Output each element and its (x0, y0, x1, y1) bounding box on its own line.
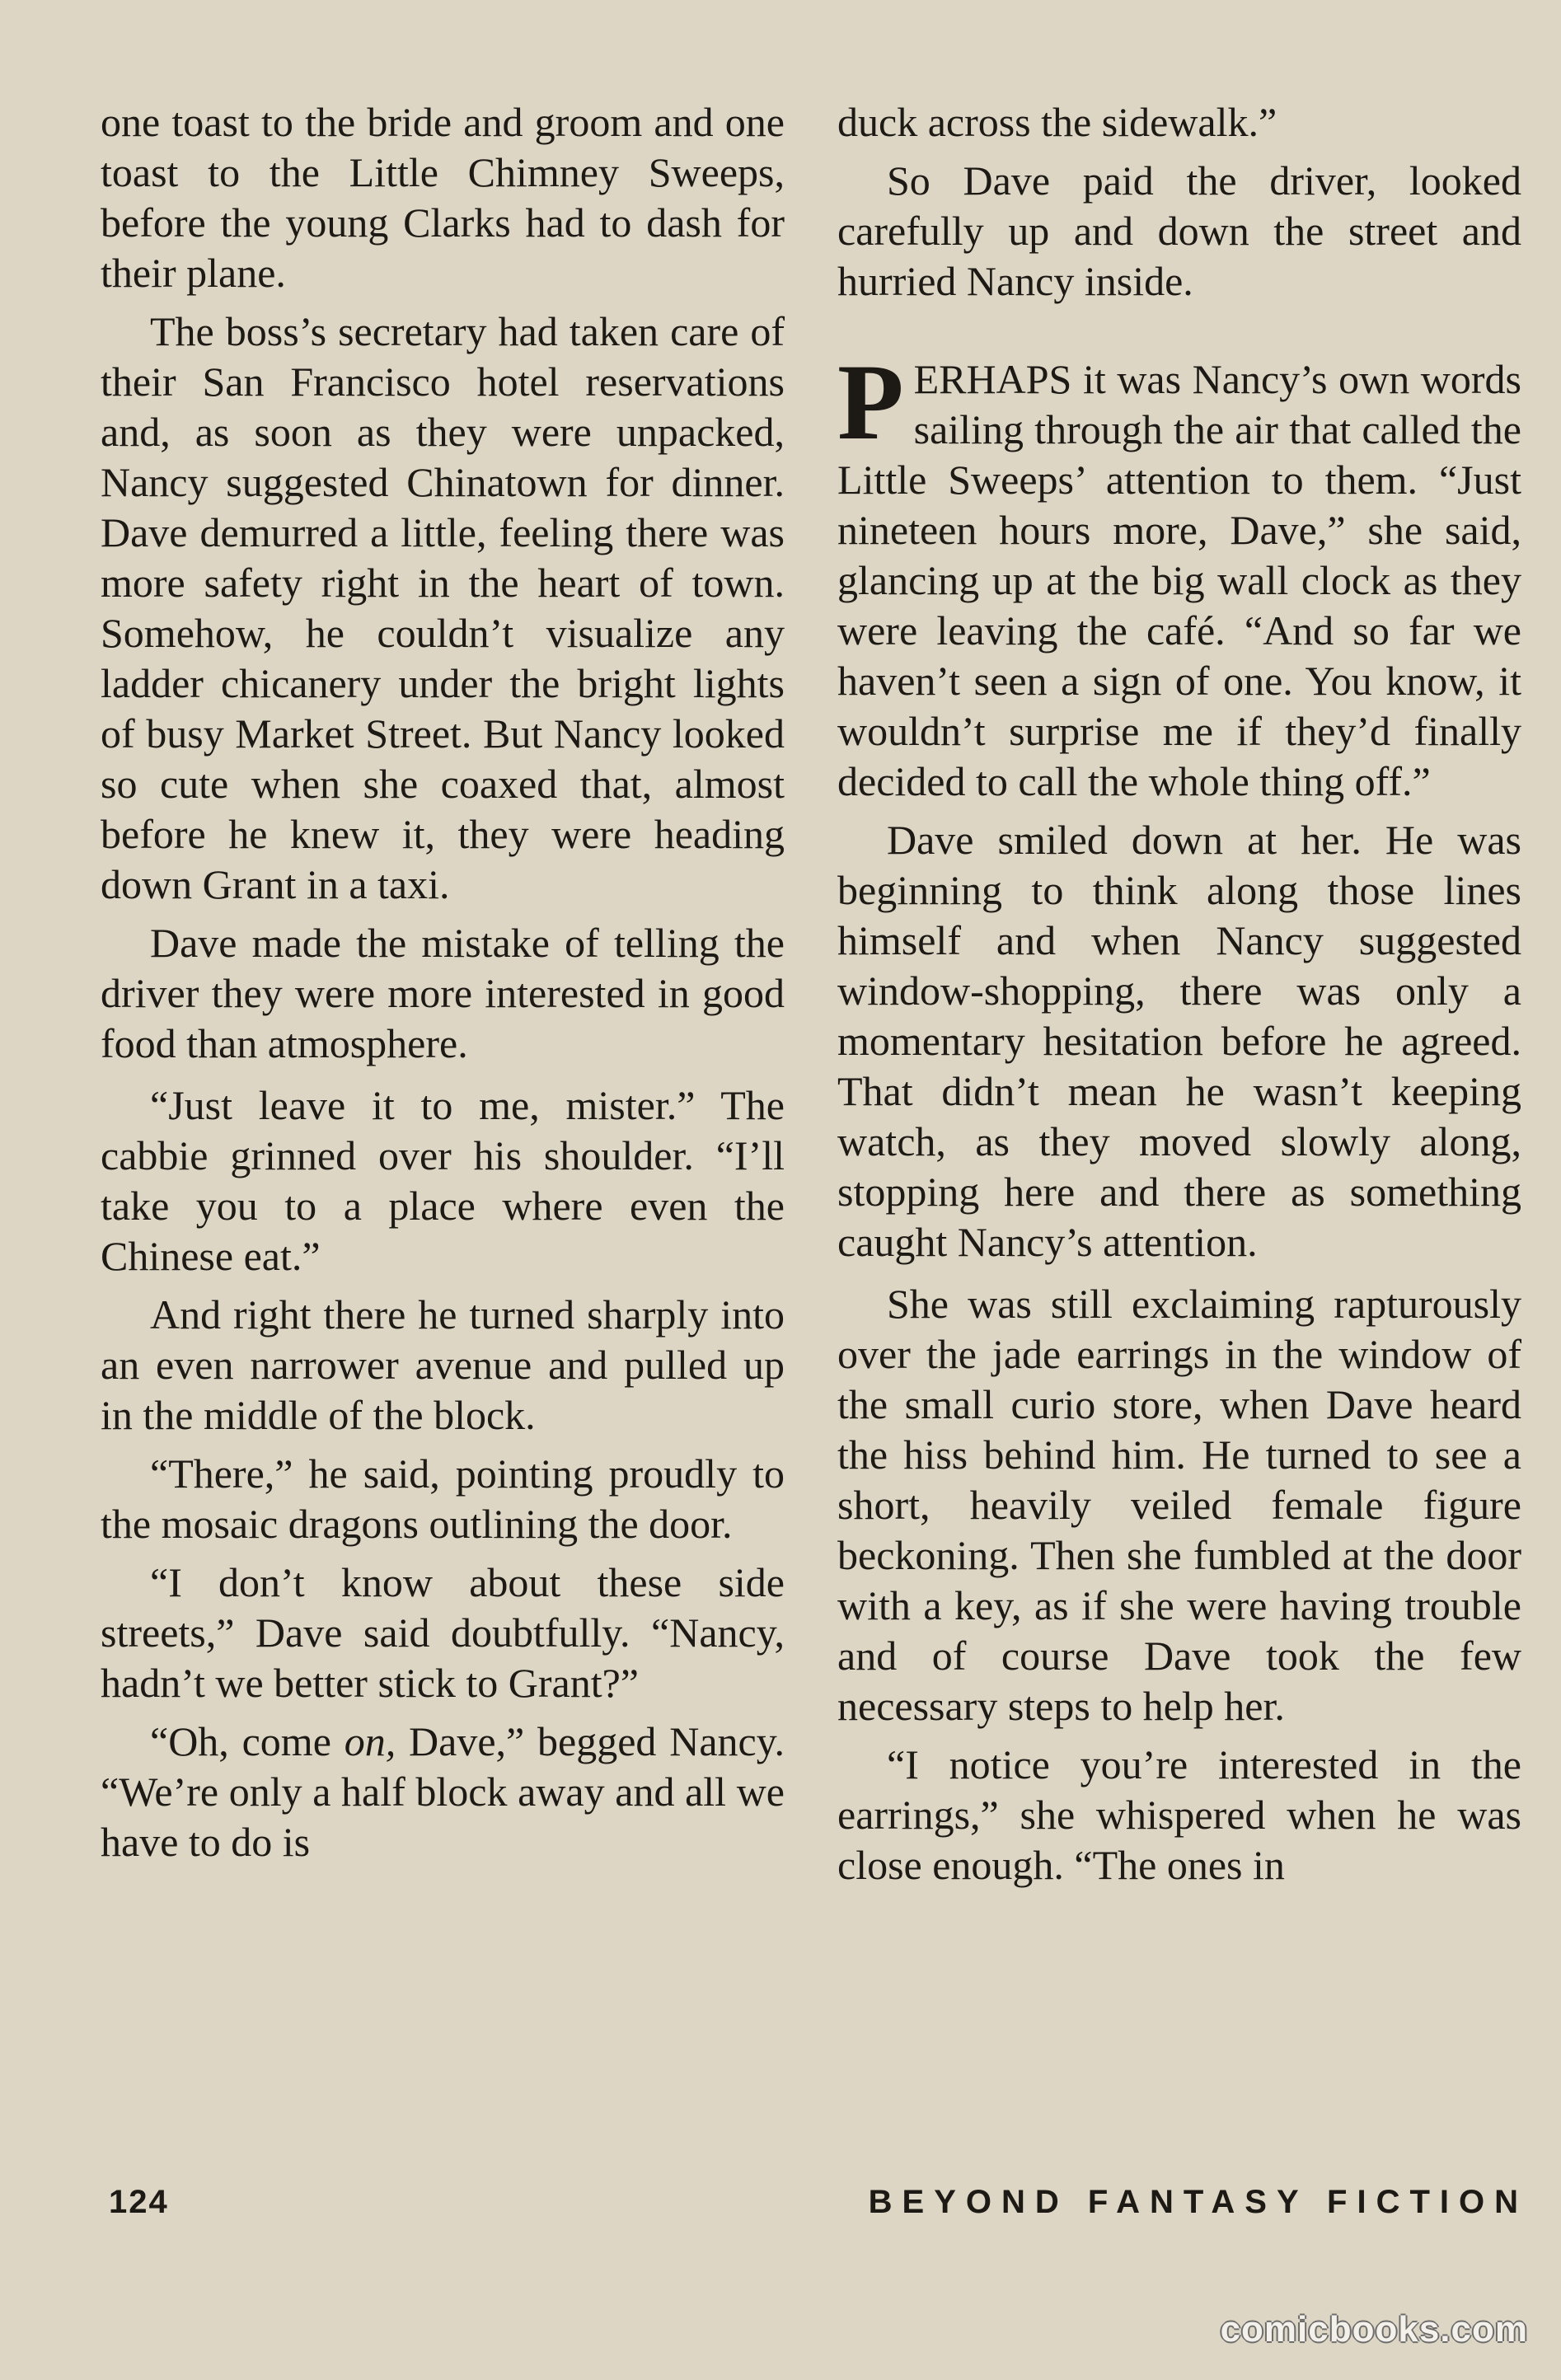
section-opening-paragraph (837, 341, 1521, 807)
paragraph: Dave made the mistake of telling the driver they were more interested in good food than atmosphere. (101, 920, 785, 1066)
text-run: ERHAPS it was Nancy’s own words sailing through the air that called the Little Sweeps’ attention to them. “Just nineteen hours more, Dave,” she said, glancing up at the big wall clock as they were leaving the café. “And so far we haven’t seen a sign of one. You know, it wouldn’t surprise me if they’d finally decided to call the whole thing off.” (837, 356, 1521, 804)
drop-cap: P (837, 341, 904, 462)
paragraph: So Dave paid the driver, looked carefully up and down the street and hurried Nancy inside. (837, 157, 1521, 304)
paragraph: one toast to the bride and groom and one toast to the Little Chimney Sweeps, before the young Clarks had to dash for their plane. (101, 99, 785, 296)
paragraph (101, 1717, 785, 1867)
emphasis-text: on, (344, 1718, 396, 1764)
paragraph: She was still exclaiming rapturously over the jade earrings in the window of the small curio store, when Dave heard the hiss behind him. He turned to see a short, heavily veiled female figure beckoning. Then she fumbled at the door with a key, as if she were having trouble and of course Dave took the few necessary steps to help her. (837, 1281, 1521, 1729)
paragraph: “Just leave it to me, mister.” The cabbie grinned over his shoulder. “I’ll take you to a place where even the Chinese eat.” (101, 1082, 785, 1279)
paragraph: “I don’t know about these side streets,” Dave said doubtfully. “Nancy, hadn’t we better stick to Grant?” (101, 1559, 785, 1706)
page-footer (109, 2184, 1528, 2233)
text-run: “Oh, come (150, 1718, 345, 1764)
paragraph: Dave smiled down at her. He was beginning to think along those lines himself and when Nancy suggested window-shopping, there was only a momentary hesitation before he agreed. That didn’t mean he wasn’t keeping watch, as they moved slowly along, stopping here and there as something caught Nancy’s attention. (837, 817, 1521, 1265)
watermark: comicbooks.com (1220, 2309, 1528, 2350)
paragraph: And right there he turned sharply into an even narrower avenue and pulled up in the middle of the block. (101, 1291, 785, 1438)
page-number: 124 (109, 2184, 169, 2220)
paragraph: “There,” he said, pointing proudly to the mosaic dragons outlining the door. (101, 1450, 785, 1547)
paragraph: “I notice you’re interested in the earrings,” she whispered when he was close enough. “The ones in (837, 1741, 1521, 1888)
right-column (837, 97, 1521, 1899)
text-run: Dave,” begged Nancy. “We’re only a half block away and all we have to do is (101, 1718, 785, 1865)
left-column (101, 97, 785, 1876)
running-title: BEYOND FANTASY FICTION (868, 2184, 1528, 2220)
paragraph: The boss’s secretary had taken care of their San Francisco hotel reservations and, as soon as they were unpacked, Nancy suggested Chinatown for dinner. Dave demurred a little, feeling there was more safety right in the heart of town. Somehow, he couldn’t visualize any ladder chicanery under the bright lights of busy Market Street. But Nancy looked so cute when she coaxed that, almost before he knew it, they were heading down Grant in a taxi. (101, 308, 785, 907)
paragraph: duck across the sidewalk.” (837, 99, 1277, 145)
